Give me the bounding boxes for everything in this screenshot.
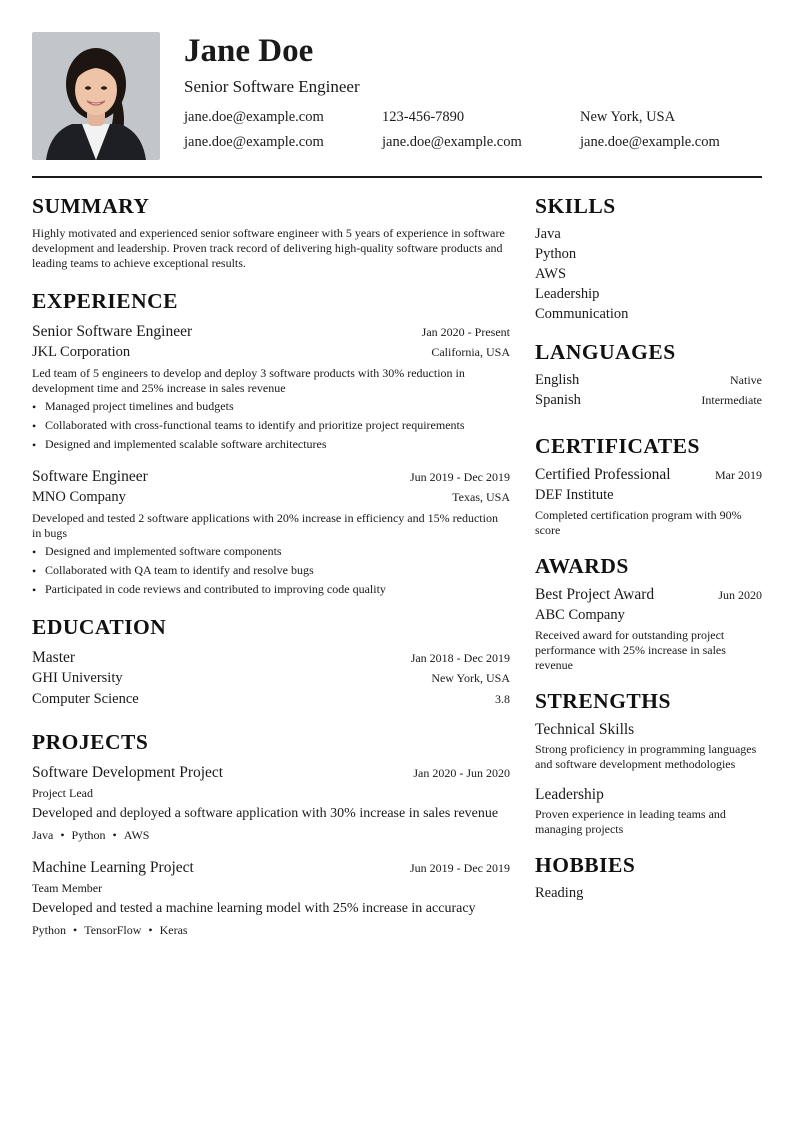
skill-item: Python (535, 246, 577, 262)
section-heading: EXPERIENCE (32, 289, 178, 313)
project-tags (32, 828, 510, 843)
list-item: • Designed and implemented software components (32, 544, 510, 559)
skills-list (535, 224, 762, 324)
education-location: New York, USA (431, 671, 510, 685)
contact-location: New York, USA (580, 109, 676, 125)
experience-entry (32, 466, 510, 597)
award-description: Received award for outstanding project performance with 25% increase in sales revenue (535, 628, 726, 672)
summary-text: Highly motivated and experienced senior software engineer with 5 years of experience in software development and leadership. Proven track record of delivering high-quality software products and leading teams to achieve exceptional results. (32, 226, 505, 270)
section-heading: AWARDS (535, 554, 629, 578)
strength-name: Leadership (535, 786, 604, 803)
skill-item: AWS (535, 266, 567, 282)
project-name: Machine Learning Project (32, 859, 194, 876)
contact-email-4[interactable]: jane.doe@example.com (580, 134, 720, 150)
job-location: California, USA (431, 345, 510, 359)
section-heading: HOBBIES (535, 853, 636, 877)
strength-entry (535, 719, 762, 772)
tag: Python (32, 923, 67, 937)
certificate-entry (535, 464, 762, 538)
language-level: Native (730, 373, 762, 387)
left-column (32, 192, 510, 950)
languages-list (535, 370, 762, 410)
profile-photo (32, 32, 160, 160)
list-item: • Collaborated with QA team to identify and resolve bugs (32, 563, 510, 578)
strength-entry (535, 784, 762, 837)
tag-separator: • (60, 828, 65, 842)
award-entry (535, 584, 762, 673)
tag-separator: • (73, 923, 78, 937)
education-dates: Jan 2018 - Dec 2019 (410, 651, 510, 665)
section-heading: EDUCATION (32, 615, 167, 639)
resume-header (32, 32, 762, 160)
award-date: Jun 2020 (718, 588, 762, 602)
project-role: Team Member (32, 881, 103, 895)
job-role: Software Engineer (32, 468, 148, 485)
list-item: • Participated in code reviews and contributed to improving code quality (32, 582, 510, 597)
header-info (184, 32, 762, 160)
contact-grid (184, 106, 762, 153)
tag: AWS (123, 828, 150, 842)
project-tags (32, 923, 510, 938)
section-heading: SUMMARY (32, 194, 150, 218)
language-name: Spanish (535, 392, 581, 408)
strength-name: Technical Skills (535, 721, 635, 738)
tag: TensorFlow (84, 923, 142, 937)
list-item: • Designed and implemented scalable software architectures (32, 437, 510, 452)
tag-separator: • (112, 828, 117, 842)
resume-page (32, 32, 762, 937)
languages-section (535, 338, 762, 410)
tag-separator: • (148, 923, 153, 937)
list-item: • Managed project timelines and budgets (32, 399, 510, 414)
job-description: Led team of 5 engineers to develop and deploy 3 software products with 30% reduction in development time and 25% increase in sales revenue (32, 366, 465, 395)
project-dates: Jun 2019 - Dec 2019 (410, 861, 510, 875)
summary-section (32, 192, 510, 271)
certificate-issuer: DEF Institute (535, 487, 614, 503)
award-name: Best Project Award (535, 586, 655, 603)
project-name: Software Development Project (32, 764, 224, 781)
strengths-section (535, 687, 762, 837)
education-section (32, 613, 510, 710)
tag: Python (71, 828, 106, 842)
projects-section (32, 728, 510, 938)
contact-email-3[interactable]: jane.doe@example.com (382, 134, 522, 150)
job-company: JKL Corporation (32, 344, 131, 360)
list-item: • Collaborated with cross-functional teams to identify and prioritize project requirements (32, 418, 510, 433)
hobbies-section (535, 851, 762, 903)
contact-email[interactable]: jane.doe@example.com (184, 109, 324, 125)
job-bullets (32, 399, 510, 452)
skills-section (535, 192, 762, 324)
certificate-description: Completed certification program with 90% score (535, 508, 742, 537)
contact-email-2[interactable]: jane.doe@example.com (184, 134, 324, 150)
certificate-date: Mar 2019 (715, 468, 762, 482)
contact-phone[interactable]: 123-456-7890 (382, 109, 465, 125)
skill-item: Java (535, 226, 561, 242)
project-description: Developed and tested a machine learning model with 25% increase in accuracy (32, 901, 476, 916)
job-role: Senior Software Engineer (32, 323, 193, 340)
project-entry (32, 762, 510, 843)
award-issuer: ABC Company (535, 607, 625, 623)
experience-entry (32, 321, 510, 452)
certificates-section (535, 432, 762, 538)
section-heading: SKILLS (535, 194, 616, 218)
job-description: Developed and tested 2 software applications with 20% increase in efficiency and 15% reduction in bugs (32, 511, 498, 540)
project-entry (32, 857, 510, 938)
job-bullets (32, 544, 510, 597)
strength-description: Strong proficiency in programming languages and software development methodologies (535, 742, 757, 771)
job-dates: Jun 2019 - Dec 2019 (410, 470, 510, 484)
gpa: 3.8 (495, 692, 510, 706)
experience-section (32, 287, 510, 597)
section-heading: PROJECTS (32, 730, 149, 754)
language-level: Intermediate (701, 393, 762, 407)
project-role: Project Lead (32, 786, 93, 800)
hobby-item: Reading (535, 885, 584, 901)
education-entry (32, 647, 510, 710)
right-column (535, 192, 762, 917)
degree: Master (32, 649, 76, 666)
skill-item: Leadership (535, 286, 600, 302)
job-dates: Jan 2020 - Present (421, 325, 510, 339)
section-heading: STRENGTHS (535, 689, 671, 713)
candidate-title: Senior Software Engineer (184, 77, 360, 96)
profile-photo-illustration (32, 32, 160, 160)
candidate-name: Jane Doe (184, 33, 314, 69)
skill-item: Communication (535, 306, 629, 322)
project-dates: Jan 2020 - Jun 2020 (413, 766, 510, 780)
header-divider (32, 176, 762, 178)
job-company: MNO Company (32, 489, 126, 505)
certificate-name: Certified Professional (535, 466, 671, 483)
project-description: Developed and deployed a software application with 30% increase in sales revenue (32, 806, 499, 821)
school: GHI University (32, 670, 123, 686)
section-heading: LANGUAGES (535, 340, 676, 364)
awards-section (535, 552, 762, 673)
section-heading: CERTIFICATES (535, 434, 700, 458)
tag: Keras (159, 923, 188, 937)
tag: Java (32, 828, 54, 842)
field-of-study: Computer Science (32, 691, 139, 707)
job-location: Texas, USA (452, 490, 510, 504)
language-name: English (535, 372, 580, 388)
hobbies-list (535, 883, 762, 903)
strength-description: Proven experience in leading teams and managing projects (535, 807, 726, 836)
